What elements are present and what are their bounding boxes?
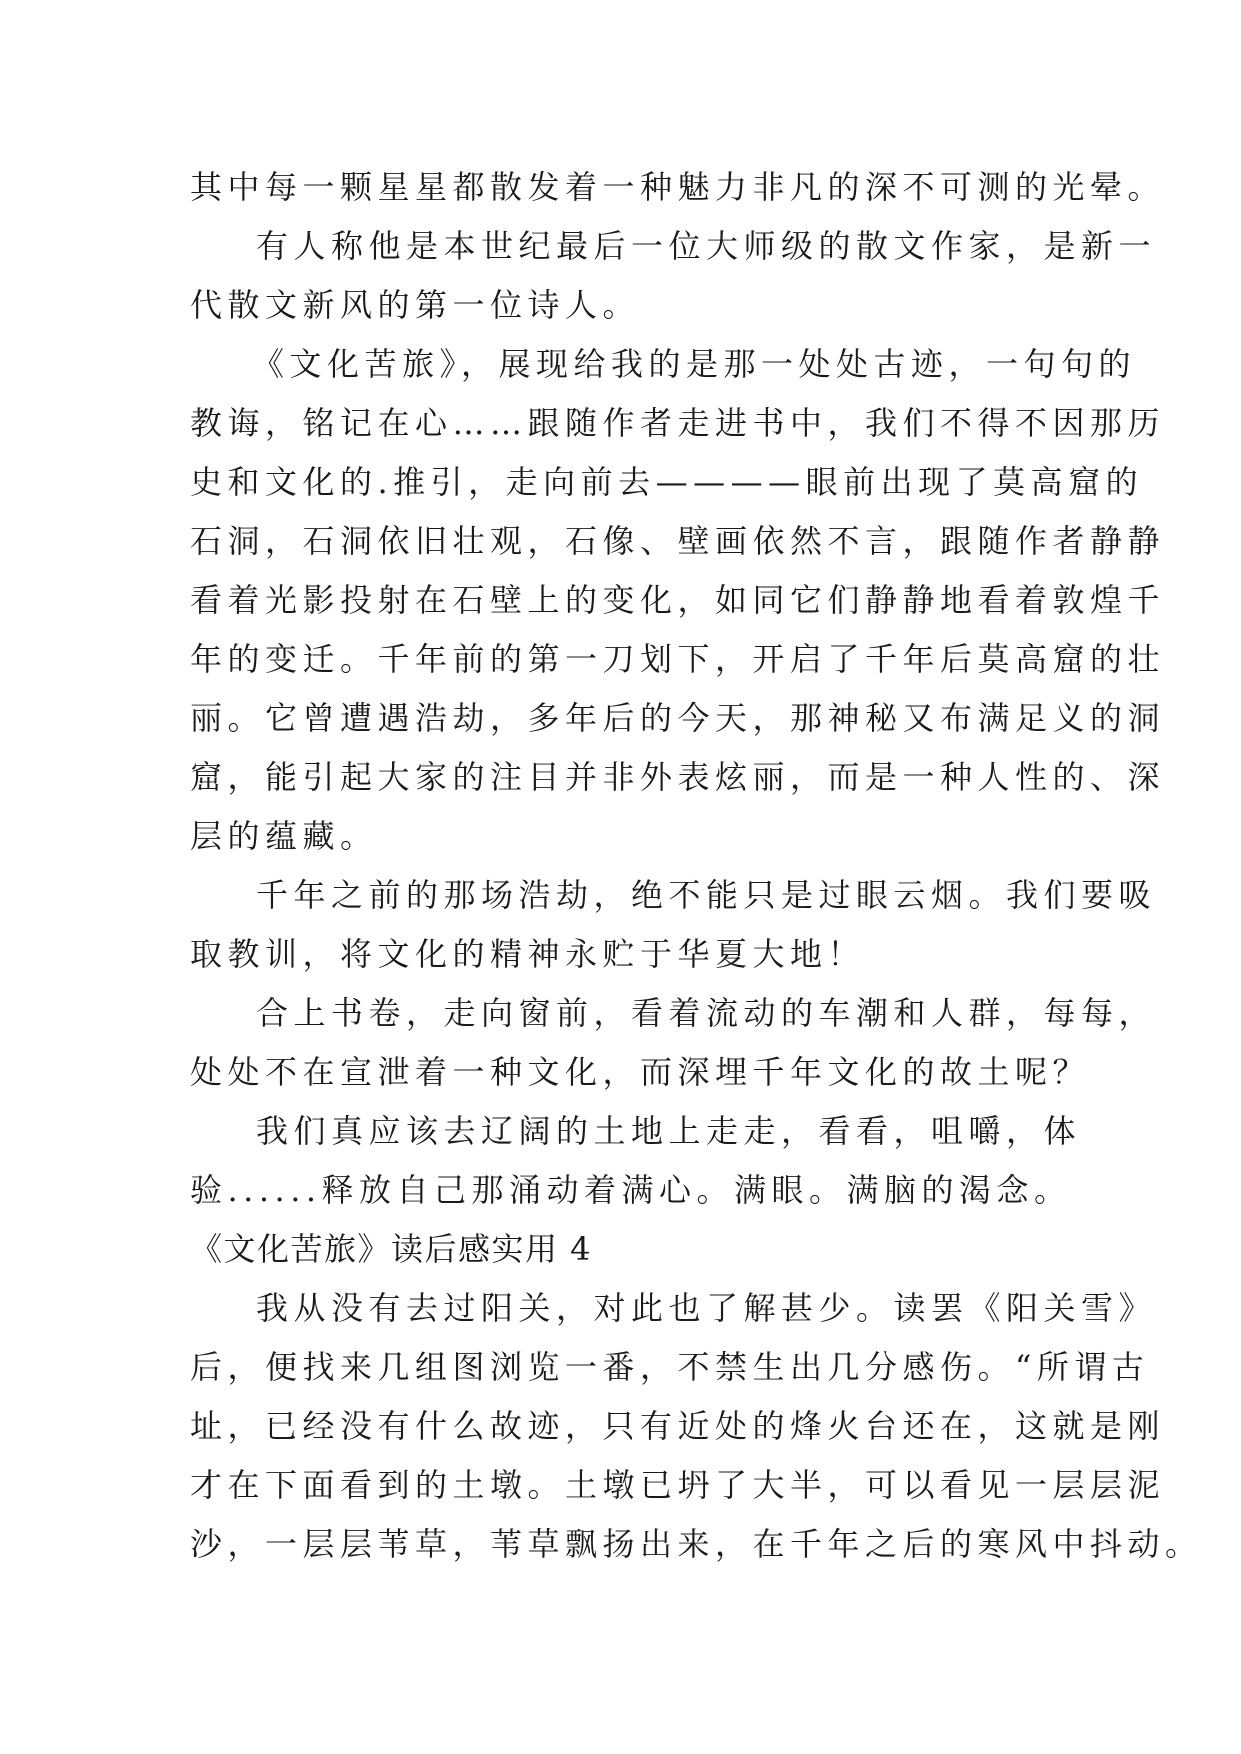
text-line: 址，已经没有什么故迹，只有近处的烽火台还在，这就是刚 (190, 1407, 1166, 1445)
text-line: 取教训，将文化的精神永贮于华夏大地！ (190, 935, 866, 973)
text-line: 教诲，铭记在心……跟随作者走进书中，我们不得不因那历 (190, 404, 1166, 442)
text-line: 史和文化的.推引，走向前去————眼前出现了莫高窟的 (190, 463, 1144, 501)
document-body (190, 158, 1203, 1574)
text-line: 丽。它曾遭遇浩劫，多年后的今天，那神秘又布满足义的洞 (190, 699, 1166, 737)
paragraph-start-line: 千年之前的那场浩劫，绝不能只是过眼云烟。我们要吸 (256, 876, 1157, 914)
text-line: 石洞，石洞依旧壮观，石像、壁画依然不言，跟随作者静静 (190, 522, 1166, 560)
text-line: 看着光影投射在石壁上的变化，如同它们静静地看着敦煌千 (190, 581, 1166, 619)
text-line: 窟，能引起大家的注目并非外表炫丽，而是一种人性的、深 (190, 758, 1166, 796)
section-heading: 《文化苦旅》读后感实用 4 (190, 1230, 593, 1268)
paragraph-start-line: 我从没有去过阳关，对此也了解甚少。读罢《阳关雪》 (256, 1289, 1157, 1327)
paragraph-start-line: 《文化苦旅》，展现给我的是那一处处古迹，一句句的 (252, 345, 1137, 383)
paragraph-start-line: 合上书卷，走向窗前，看着流动的车潮和人群，每每， (256, 994, 1157, 1032)
text-line: 沙，一层层苇草，苇草飘扬出来，在千年之后的寒风中抖动。 (190, 1525, 1203, 1563)
text-line: 层的蕴藏。 (190, 817, 378, 855)
text-line: 代散文新风的第一位诗人。 (190, 286, 641, 324)
text-line: 才在下面看到的土墩。土墩已坍了大半，可以看见一层层泥 (190, 1466, 1166, 1504)
text-line: 验......释放自己那涌动着满心。满眼。满脑的渴念。 (190, 1171, 1072, 1209)
paragraph-start-line: 我们真应该去辽阔的土地上走走，看看，咀嚼，体 (256, 1112, 1082, 1150)
text-line: 其中每一颗星星都散发着一种魅力非凡的深不可测的光晕。 (190, 168, 1166, 206)
text-line: 处处不在宣泄着一种文化，而深埋千年文化的故土呢？ (190, 1053, 1091, 1091)
paragraph-start-line: 有人称他是本世纪最后一位大师级的散文作家，是新一 (256, 227, 1157, 265)
text-line: 年的变迁。千年前的第一刀划下，开启了千年后莫高窟的壮 (190, 640, 1166, 678)
text-line: 后，便找来几组图浏览一番，不禁生出几分感伤。“所谓古 (190, 1348, 1150, 1386)
